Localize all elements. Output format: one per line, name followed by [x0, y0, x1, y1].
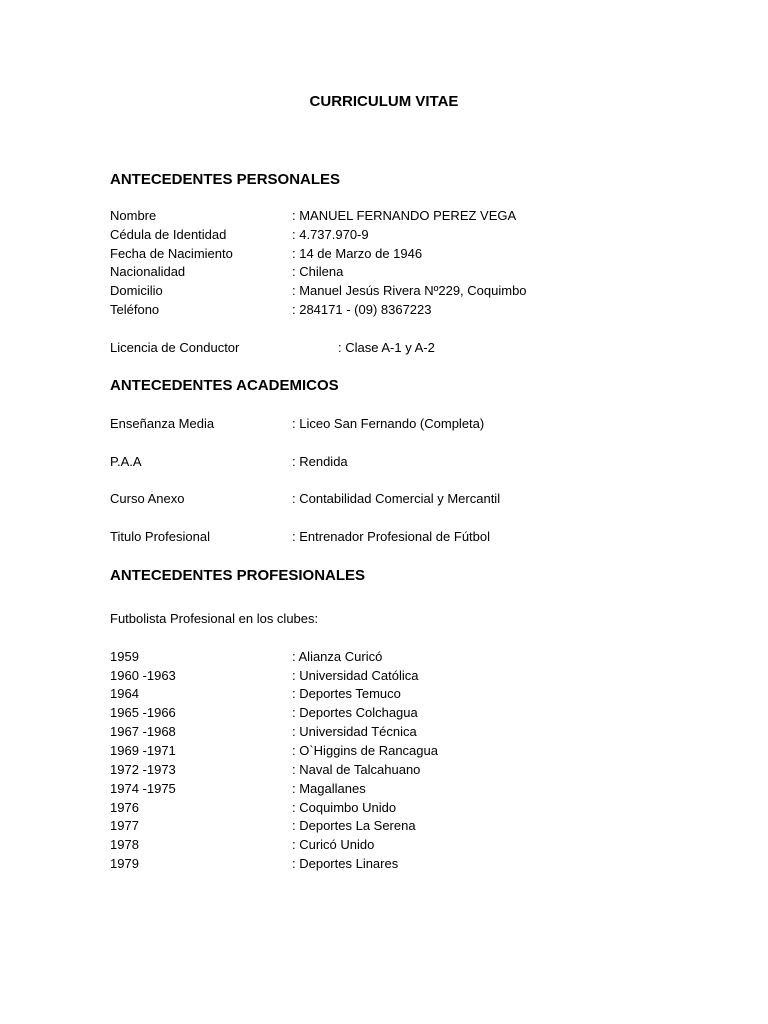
academic-value: : Entrenador Profesional de Fútbol — [292, 529, 491, 544]
club-name: : Universidad Católica — [292, 668, 419, 683]
club-row — [110, 779, 730, 798]
club-row — [110, 854, 730, 873]
personal-label: Nombre — [110, 208, 157, 223]
club-years: 1959 — [110, 649, 139, 664]
personal-value: : 4.737.970-9 — [292, 227, 369, 242]
club-row — [110, 647, 730, 666]
club-name: : O`Higgins de Rancagua — [292, 743, 438, 758]
academic-label: Curso Anexo — [110, 491, 185, 506]
personal-heading: ANTECEDENTES PERSONALES — [110, 171, 341, 188]
license-value: : Clase A-1 y A-2 — [338, 340, 435, 355]
club-name: : Magallanes — [292, 781, 366, 796]
personal-row — [110, 225, 730, 244]
club-name: : Alianza Curicó — [292, 649, 383, 664]
club-years: 1976 — [110, 800, 139, 815]
academic-row — [110, 452, 730, 471]
club-row — [110, 760, 730, 779]
personal-row — [110, 244, 730, 263]
club-row — [110, 722, 730, 741]
club-row — [110, 684, 730, 703]
document-title: CURRICULUM VITAE — [309, 93, 459, 110]
club-years: 1974 -1975 — [110, 781, 176, 796]
club-years: 1964 — [110, 686, 139, 701]
professional-intro: Futbolista Profesional en los clubes: — [110, 611, 319, 626]
personal-label: Nacionalidad — [110, 264, 186, 279]
academic-value: : Liceo San Fernando (Completa) — [292, 416, 485, 431]
club-years: 1977 — [110, 818, 139, 833]
club-years: 1967 -1968 — [110, 724, 176, 739]
personal-label: Teléfono — [110, 302, 160, 317]
academic-label: Enseñanza Media — [110, 416, 215, 431]
academic-row — [110, 414, 730, 433]
professional-heading: ANTECEDENTES PROFESIONALES — [110, 567, 366, 584]
club-years: 1978 — [110, 837, 139, 852]
club-name: : Deportes Colchagua — [292, 705, 418, 720]
club-years: 1969 -1971 — [110, 743, 176, 758]
club-row — [110, 741, 730, 760]
personal-label: Cédula de Identidad — [110, 227, 227, 242]
club-years: 1979 — [110, 856, 139, 871]
club-name: : Coquimbo Unido — [292, 800, 397, 815]
academic-row — [110, 527, 730, 546]
club-name: : Deportes Linares — [292, 856, 399, 871]
club-years: 1965 -1966 — [110, 705, 176, 720]
personal-value: : MANUEL FERNANDO PEREZ VEGA — [292, 208, 517, 223]
personal-value: : Manuel Jesús Rivera Nº229, Coquimbo — [292, 283, 527, 298]
academic-label: P.A.A — [110, 454, 142, 469]
personal-row — [110, 206, 730, 225]
club-row — [110, 835, 730, 854]
personal-row — [110, 300, 730, 319]
club-row — [110, 798, 730, 817]
club-name: : Deportes La Serena — [292, 818, 416, 833]
academic-value: : Rendida — [292, 454, 348, 469]
academic-label: Titulo Profesional — [110, 529, 210, 544]
personal-value: : 14 de Marzo de 1946 — [292, 246, 423, 261]
club-name: : Naval de Talcahuano — [292, 762, 421, 777]
club-name: : Curicó Unido — [292, 837, 375, 852]
personal-row — [110, 262, 730, 281]
club-years: 1972 -1973 — [110, 762, 176, 777]
personal-value: : 284171 - (09) 8367223 — [292, 302, 432, 317]
personal-label: Fecha de Nacimiento — [110, 246, 233, 261]
license-label: Licencia de Conductor — [110, 340, 240, 355]
club-years: 1960 -1963 — [110, 668, 176, 683]
personal-value: : Chilena — [292, 264, 344, 279]
club-row — [110, 666, 730, 685]
personal-row — [110, 281, 730, 300]
personal-label: Domicilio — [110, 283, 163, 298]
academic-value: : Contabilidad Comercial y Mercantil — [292, 491, 501, 506]
club-row — [110, 816, 730, 835]
club-name: : Deportes Temuco — [292, 686, 401, 701]
academic-heading: ANTECEDENTES ACADEMICOS — [110, 377, 339, 394]
academic-row — [110, 489, 730, 508]
license-row — [110, 338, 730, 357]
club-row — [110, 703, 730, 722]
club-name: : Universidad Técnica — [292, 724, 417, 739]
